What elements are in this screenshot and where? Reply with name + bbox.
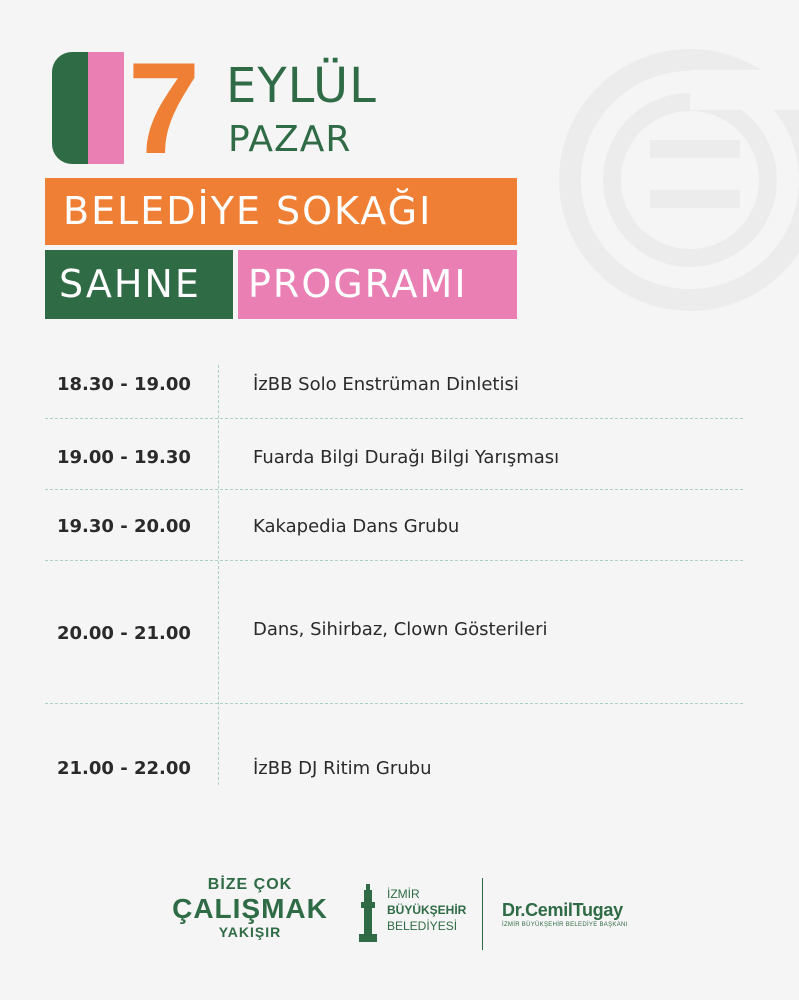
slogan-logo bbox=[160, 870, 340, 940]
izmir-line-3: BELEDİYESİ bbox=[387, 919, 458, 933]
watermark-logo-icon bbox=[540, 30, 799, 330]
month-label: EYLÜL bbox=[226, 58, 377, 114]
date-number bbox=[52, 52, 204, 164]
schedule-time: 18.30 - 19.00 bbox=[57, 374, 191, 395]
mayor-title: İZMİR BÜYÜKŞEHİR BELEDİYE BAŞKANI bbox=[502, 922, 628, 928]
weekday-label: PAZAR bbox=[228, 119, 352, 160]
title-banner-2a: SAHNE bbox=[45, 250, 233, 319]
mayor-signature bbox=[502, 900, 628, 928]
slogan-line-2: ÇALIŞMAK bbox=[172, 893, 328, 924]
schedule-activity: Kakapedia Dans Grubu bbox=[253, 516, 460, 537]
schedule-activity: Fuarda Bilgi Durağı Bilgi Yarışması bbox=[253, 447, 560, 468]
izmir-line-1: İZMİR bbox=[387, 887, 420, 901]
schedule-time: 20.00 - 21.00 bbox=[57, 623, 191, 644]
schedule-row bbox=[45, 419, 743, 490]
schedule-table bbox=[45, 360, 743, 794]
schedule-row bbox=[45, 561, 743, 704]
footer-divider bbox=[482, 878, 483, 950]
digit-zero bbox=[52, 52, 124, 164]
schedule-activity: İzBB Solo Enstrüman Dinletisi bbox=[253, 374, 519, 395]
schedule-time: 19.30 - 20.00 bbox=[57, 516, 191, 537]
digit-seven: 7 bbox=[127, 52, 201, 164]
title-banner-1: BELEDİYE SOKAĞI bbox=[45, 178, 517, 245]
title-banner-2b: PROGRAMI bbox=[238, 250, 517, 319]
slogan-line-3: YAKIŞIR bbox=[218, 924, 282, 940]
schedule-time: 19.00 - 19.30 bbox=[57, 447, 191, 468]
izmir-line-2: BÜYÜKŞEHİR bbox=[387, 903, 467, 917]
schedule-activity: Dans, Sihirbaz, Clown Gösterileri bbox=[253, 619, 548, 640]
slogan-line-1: BİZE ÇOK bbox=[207, 876, 293, 893]
clock-tower-icon bbox=[355, 882, 381, 944]
mayor-name: Dr.CemilTugay bbox=[502, 900, 623, 920]
schedule-row bbox=[45, 490, 743, 561]
schedule-row bbox=[45, 360, 743, 419]
schedule-row bbox=[45, 704, 743, 794]
footer-logos bbox=[160, 870, 640, 960]
schedule-activity: İzBB DJ Ritim Grubu bbox=[253, 758, 432, 779]
schedule-time: 21.00 - 22.00 bbox=[57, 758, 191, 779]
